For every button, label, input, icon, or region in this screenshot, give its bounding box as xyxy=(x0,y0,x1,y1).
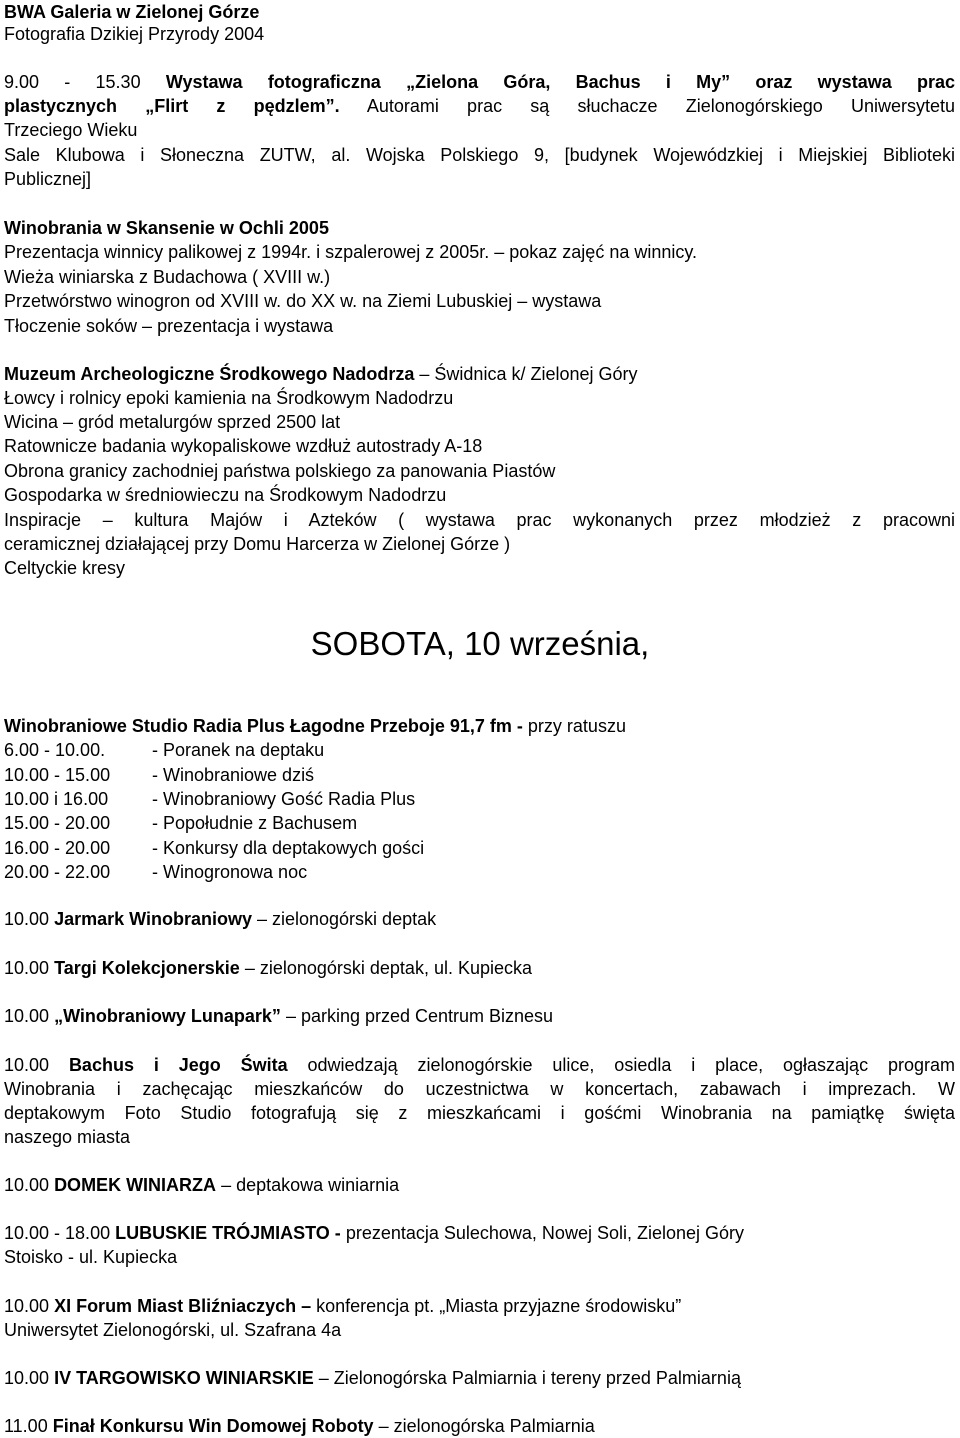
text-line: deptakowym Foto Studio fotografują się z mieszkańcami i gośćmi Winobrania na pamiątkę święta xyxy=(4,1103,955,1123)
list-item: Wicina – gród metalurgów sprzed 2500 lat xyxy=(4,412,341,432)
list-item: Ratownicze badania wykopaliskowe wzdłuż autostrady A-18 xyxy=(4,436,483,456)
text-line: 9.00 - 15.30 Wystawa fotograficzna „Zielona Góra, Bachus i My” oraz wystawa prac xyxy=(4,72,955,92)
list-item: Celtyckie kresy xyxy=(4,558,126,578)
text-line: Wieża winiarska z Budachowa ( XVIII w.) xyxy=(4,267,331,287)
text-line: Uniwersytet Zielonogórski, ul. Szafrana 4a xyxy=(4,1320,342,1340)
event-item: 10.00 Jarmark Winobraniowy – zielonogórski deptak xyxy=(4,909,437,929)
section-heading: Muzeum Archeologiczne Środkowego Nadodrza – Świdnica k/ Zielonej Góry xyxy=(4,364,638,384)
event-item: 10.00 Targi Kolekcjonerskie – zielonogórski deptak, ul. Kupiecka xyxy=(4,958,533,978)
schedule-row: 6.00 - 10.00. - Poranek na deptaku xyxy=(4,740,325,760)
text-line: naszego miasta xyxy=(4,1127,131,1147)
event-item: 10.00 Bachus i Jego Świta odwiedzają zielonogórskie ulice, osiedla i place, ogłaszając program xyxy=(4,1055,955,1075)
text-line: Publicznej] xyxy=(4,169,92,189)
text-line: Trzeciego Wieku xyxy=(4,120,138,140)
list-item: Obrona granicy zachodniej państwa polskiego za panowania Piastów xyxy=(4,461,556,481)
section-heading: Winobrania w Skansenie w Ochli 2005 xyxy=(4,218,329,238)
text-line: Stoisko - ul. Kupiecka xyxy=(4,1247,178,1267)
event-item: 11.00 Finał Konkursu Win Domowej Roboty – zielonogórska Palmiarnia xyxy=(4,1416,595,1436)
text-line: Prezentacja winnicy palikowej z 1994r. i szpalerowej z 2005r. – pokaz zajęć na winnicy. xyxy=(4,242,698,262)
event-item: 10.00 - 18.00 LUBUSKIE TRÓJMIASTO - prezentacja Sulechowa, Nowej Soli, Zielonej Góry xyxy=(4,1223,745,1243)
section-heading: Winobraniowe Studio Radia Plus Łagodne Przeboje 91,7 fm - przy ratuszu xyxy=(4,716,626,736)
text-line: plastycznych „Flirt z pędzlem”. Autorami prac są słuchacze Zielonogórskiego Uniwersytetu xyxy=(4,96,956,116)
text-line: Tłoczenie soków – prezentacja i wystawa xyxy=(4,316,334,336)
event-item: 10.00 DOMEK WINIARZA – deptakowa winiarnia xyxy=(4,1175,400,1195)
event-item: 10.00 „Winobraniowy Lunapark” – parking przed Centrum Biznesu xyxy=(4,1006,554,1026)
schedule-row: 10.00 - 15.00 - Winobraniowe dziś xyxy=(4,765,315,785)
schedule-row: 16.00 - 20.00 - Konkursy dla deptakowych gości xyxy=(4,838,425,858)
list-item: Gospodarka w średniowieczu na Środkowym Nadodrzu xyxy=(4,485,447,505)
text-line: Sale Klubowa i Słoneczna ZUTW, al. Wojska Polskiego 9, [budynek Wojewódzkiej i Miejskiej Biblioteki xyxy=(4,145,955,165)
text-line: Przetwórstwo winogron od XVIII w. do XX w. na Ziemi Lubuskiej – wystawa xyxy=(4,291,602,311)
event-item: 10.00 XI Forum Miast Bliźniaczych – konferencja pt. „Miasta przyjazne środowisku” xyxy=(4,1296,682,1316)
schedule-row: 10.00 i 16.00 - Winobraniowy Gość Radia Plus xyxy=(4,789,416,809)
venue-title: BWA Galeria w Zielonej Górze xyxy=(4,2,260,22)
schedule-row: 15.00 - 20.00 - Popołudnie z Bachusem xyxy=(4,813,358,833)
list-item: Łowcy i rolnicy epoki kamienia na Środkowym Nadodrzu xyxy=(4,388,454,408)
list-item: ceramicznej działającej przy Domu Harcerza w Zielonej Górze ) xyxy=(4,534,511,554)
day-heading: SOBOTA, 10 września, xyxy=(310,625,650,662)
schedule-row: 20.00 - 22.00 - Winogronowa noc xyxy=(4,862,308,882)
event-item: 10.00 IV TARGOWISKO WINIARSKIE – Zielonogórska Palmiarnia i tereny przed Palmiarnią xyxy=(4,1368,741,1388)
text-line: Winobrania i zachęcając mieszkańców do uczestnictwa w koncertach, zabawach i imprezach. W xyxy=(4,1079,955,1099)
list-item: Inspiracje – kultura Majów i Azteków ( wystawa prac wykonanych przez młodzież z pracowni xyxy=(4,510,955,530)
exhibit-subtitle: Fotografia Dzikiej Przyrody 2004 xyxy=(4,24,265,44)
